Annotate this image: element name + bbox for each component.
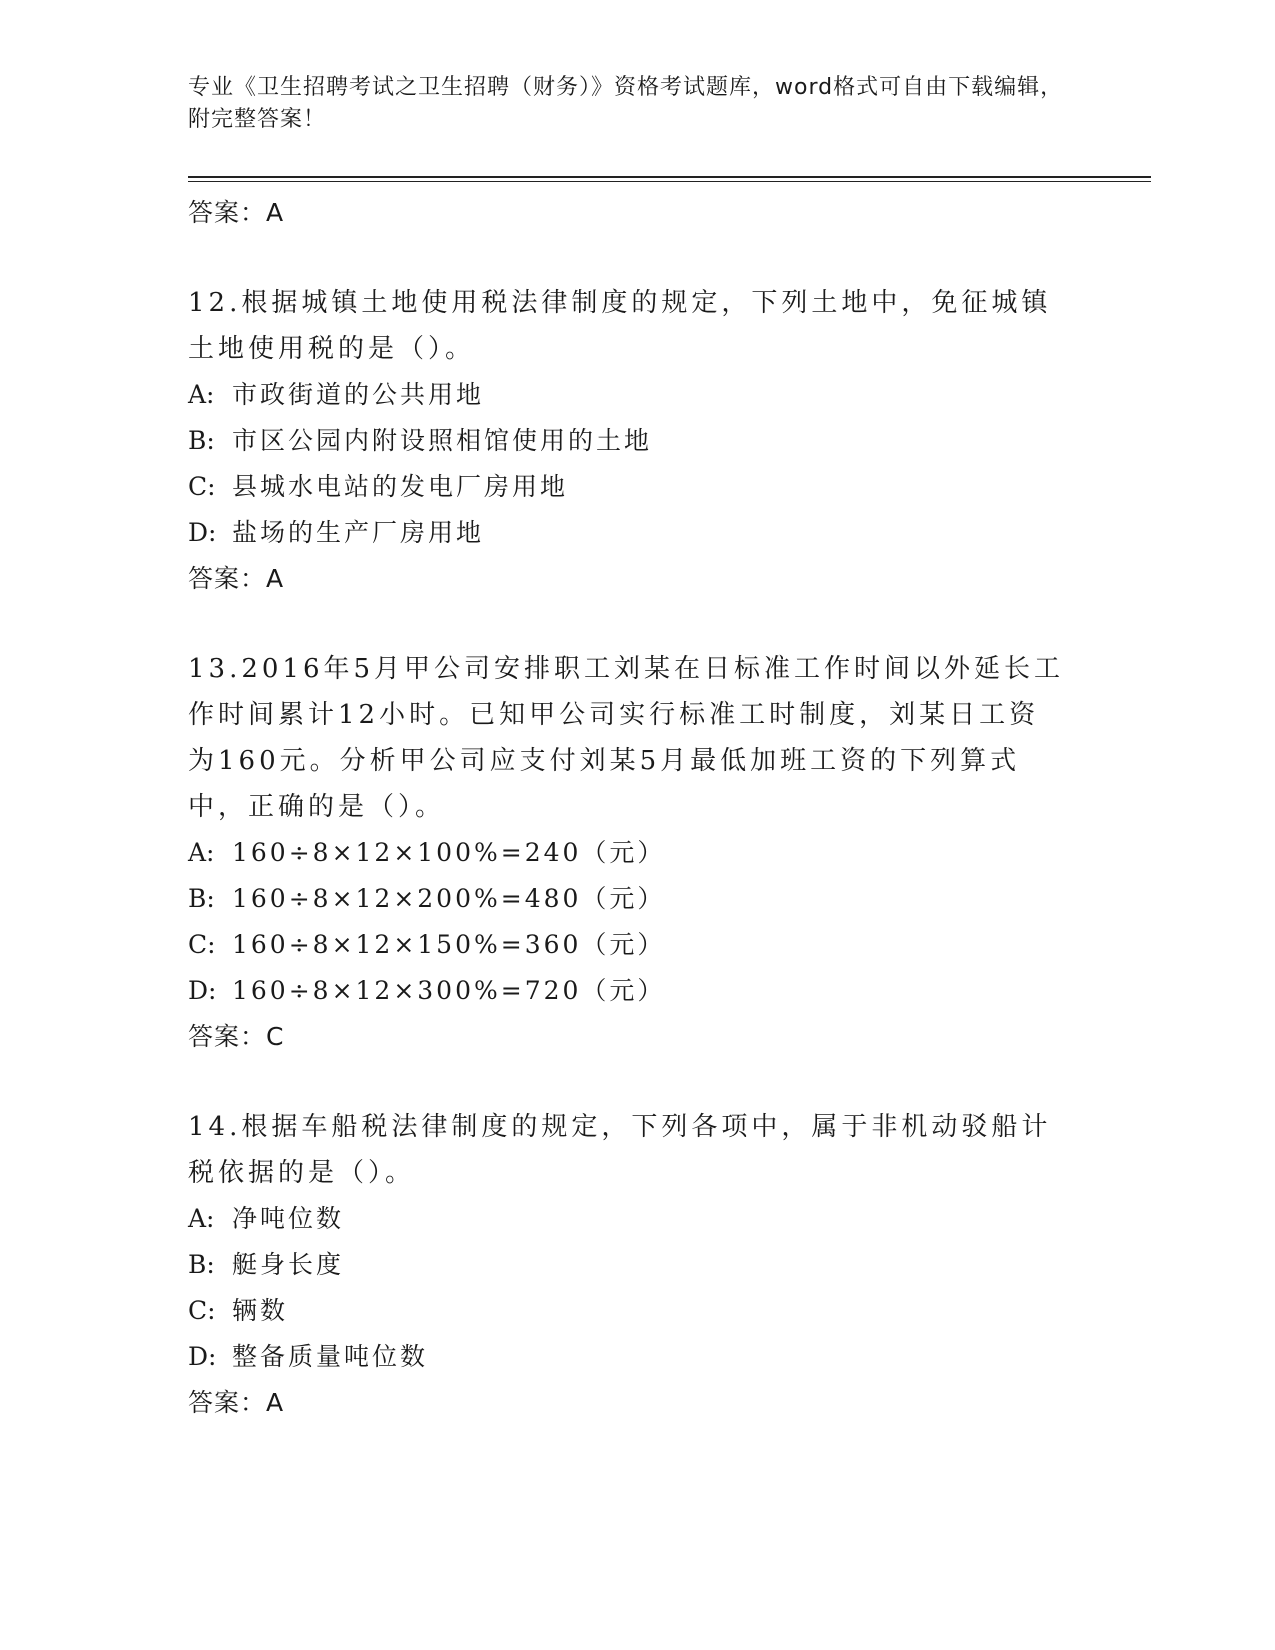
option-key: B:: [188, 884, 215, 913]
option-text: 160÷8×12×150%=360（元）: [232, 930, 666, 959]
option-b: [188, 418, 1088, 464]
option-key: D:: [188, 976, 217, 1005]
option-key: A:: [188, 838, 215, 867]
option-key: B:: [188, 1250, 215, 1279]
question-13: [188, 646, 1088, 1060]
option-text: 县城水电站的发电厂房用地: [232, 472, 569, 501]
question-answer: 答案：C: [188, 1022, 285, 1051]
option-c: [188, 922, 1088, 968]
question-stem: 12.根据城镇土地使用税法律制度的规定，下列土地中，免征城镇土地使用税的是（）。: [188, 288, 1052, 364]
question-12: [188, 280, 1088, 602]
question-14: [188, 1104, 1088, 1426]
header-description: 专业《卫生招聘考试之卫生招聘（财务）》资格考试题库，word格式可自由下载编辑，附完整答案！: [188, 75, 1064, 132]
option-key: D:: [188, 518, 217, 547]
option-d: [188, 510, 1088, 556]
question-answer: 答案：A: [188, 1388, 285, 1417]
option-text: 160÷8×12×300%=720（元）: [232, 976, 666, 1005]
option-a: [188, 1196, 1088, 1242]
option-key: B:: [188, 426, 215, 455]
option-text: 整备质量吨位数: [232, 1342, 429, 1371]
previous-question-answer: 答案：A: [188, 198, 285, 227]
option-key: C:: [188, 472, 216, 501]
option-b: [188, 1242, 1088, 1288]
question-list: [188, 190, 1088, 1426]
option-a: [188, 372, 1088, 418]
header-divider-thick: [188, 176, 1151, 178]
option-list: [188, 372, 1088, 556]
question-answer: 答案：A: [188, 564, 285, 593]
option-key: C:: [188, 930, 216, 959]
option-d: [188, 968, 1088, 1014]
option-a: [188, 830, 1088, 876]
option-text: 市政街道的公共用地: [232, 380, 485, 409]
document-header: [188, 72, 1068, 136]
option-text: 160÷8×12×100%=240（元）: [232, 838, 666, 867]
option-key: A:: [188, 380, 215, 409]
question-stem: 13.2016年5月甲公司安排职工刘某在日标准工作时间以外延长工作时间累计12小时。已知甲公司实行标准工时制度，刘某日工资为160元。分析甲公司应支付刘某5月最低加班工资的下列算式中，正确的是（）。: [188, 654, 1065, 822]
option-text: 净吨位数: [232, 1204, 345, 1233]
option-b: [188, 876, 1088, 922]
option-d: [188, 1334, 1088, 1380]
option-text: 盐场的生产厂房用地: [232, 518, 485, 547]
option-text: 辆数: [232, 1296, 289, 1325]
option-text: 市区公园内附设照相馆使用的土地: [232, 426, 653, 455]
option-key: C:: [188, 1296, 216, 1325]
option-text: 160÷8×12×200%=480（元）: [232, 884, 666, 913]
option-text: 艇身长度: [232, 1250, 345, 1279]
question-stem: 14.根据车船税法律制度的规定，下列各项中，属于非机动驳船计税依据的是（）。: [188, 1112, 1052, 1188]
option-list: [188, 1196, 1088, 1380]
option-list: [188, 830, 1088, 1014]
option-c: [188, 464, 1088, 510]
option-c: [188, 1288, 1088, 1334]
option-key: A:: [188, 1204, 215, 1233]
header-divider-thin: [188, 181, 1151, 182]
option-key: D:: [188, 1342, 217, 1371]
